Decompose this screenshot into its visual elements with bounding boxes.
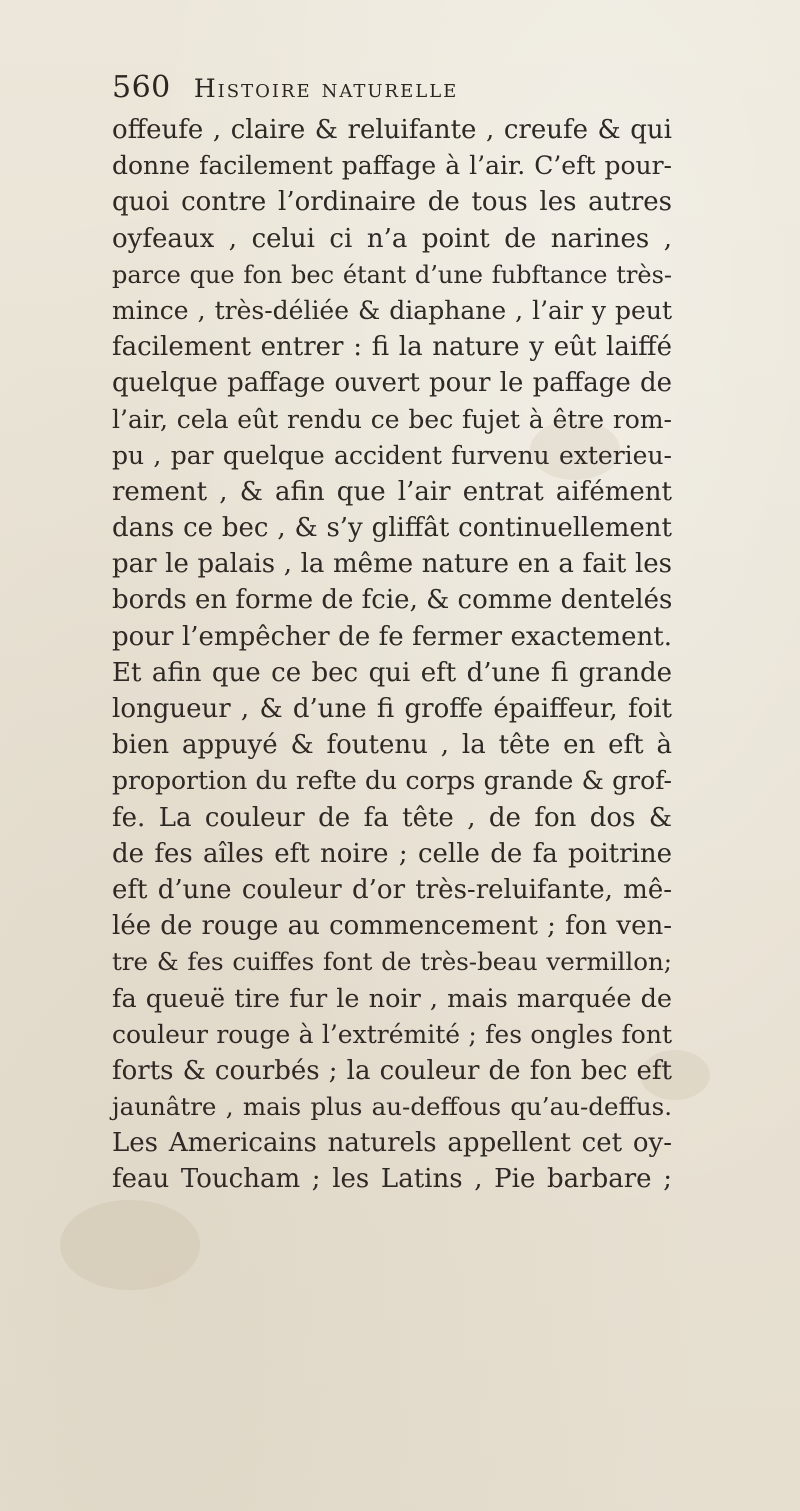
text-line: quoi contre l’ordinaire de tous les autres <box>112 187 672 218</box>
text-line: Les Americains naturels appellent cet oy- <box>112 1128 672 1159</box>
text-line: eft d’une couleur d’or très-reluifante, mê- <box>112 874 672 905</box>
text-line: couleur rouge à l’extrémité ; fes ongles font <box>112 1019 672 1049</box>
text-line: facilement entrer : fi la nature y eût laiffé <box>112 332 672 363</box>
paper-stain <box>60 1200 200 1290</box>
text-line: bien appuyé & foutenu , la tête en eft à <box>112 730 672 761</box>
text-line: oyfeaux , celui ci n’a point de narines , <box>112 223 672 254</box>
text-line: tre & fes cuiffes font de très-beau vermillon; <box>112 947 672 977</box>
text-line: par le palais , la même nature en a fait les <box>112 549 672 580</box>
text-line: dans ce bec , & s’y gliffât continuellement <box>112 513 672 544</box>
text-line: donne facilement paffage à l’air. C’eft pour- <box>112 151 672 181</box>
text-line: bords en forme de fcie, & comme dentelés <box>112 585 673 616</box>
text-line: feau Toucham ; les Latins , Pie barbare ; <box>112 1164 672 1195</box>
text-line: de fes aîles eft noire ; celle de fa poitrine <box>112 838 672 869</box>
text-line: parce que fon bec étant d’une fubftance très- <box>112 260 672 289</box>
text-line: pu , par quelque accident furvenu exterieu- <box>112 440 672 470</box>
running-head: Histoire naturelle <box>193 74 459 103</box>
page-header <box>112 70 672 116</box>
text-line: l’air, cela eût rendu ce bec fujet à être rom- <box>112 404 672 434</box>
text-line: lée de rouge au commencement ; fon ven- <box>112 911 672 942</box>
text-line: mince , très-déliée & diaphane , l’air y peut <box>112 295 672 325</box>
text-line: jaunâtre , mais plus au-deffous qu’au-deffus. <box>112 1092 672 1122</box>
page-number: 560 <box>112 70 171 105</box>
text-line: rement , & afin que l’air entrat aifément <box>112 476 672 507</box>
text-line: offeufe , claire & reluifante , creufe & qui <box>112 115 672 145</box>
text-line: fa queuë tire fur le noir , mais marquée de <box>112 983 672 1014</box>
text-line: longueur , & d’une fi groffe épaiffeur, foit <box>112 694 672 724</box>
text-line: quelque paffage ouvert pour le paffage de <box>112 368 672 399</box>
text-line: proportion du refte du corps grande & grof- <box>112 766 672 796</box>
text-line: fe. La couleur de fa tête , de fon dos & <box>112 802 672 833</box>
text-line: forts & courbés ; la couleur de fon bec eft <box>112 1055 672 1086</box>
text-line: Et afin que ce bec qui eft d’une fi grande <box>112 657 672 688</box>
text-line: pour l’empêcher de fe fermer exactement. <box>112 621 672 652</box>
body-text <box>112 112 672 1198</box>
